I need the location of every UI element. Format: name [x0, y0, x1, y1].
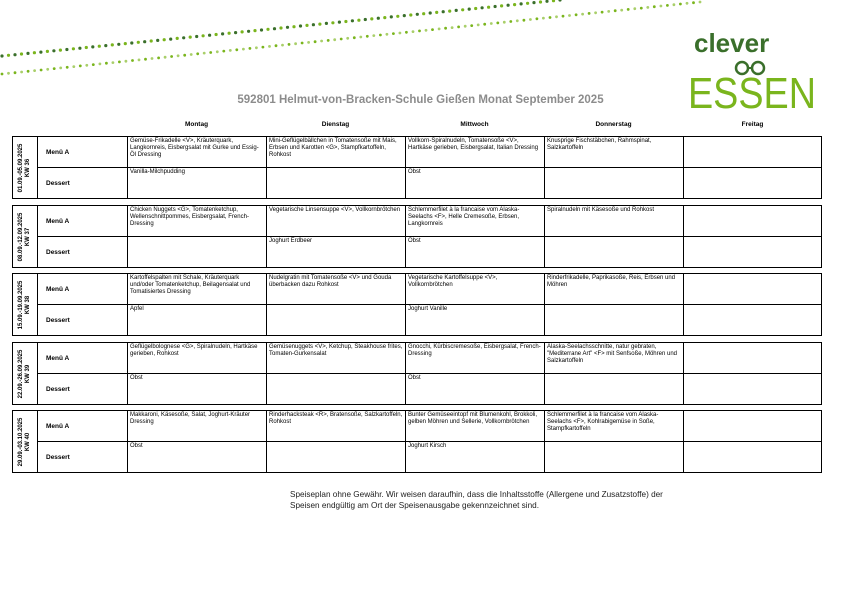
- decorative-dot: [474, 7, 477, 10]
- dessert-cell: [545, 305, 684, 335]
- dessert-cell: [684, 168, 822, 198]
- decorative-dot: [532, 1, 535, 4]
- menu-cell: Makkaroni, Käsesoße, Salat, Joghurt-Kräuter Dressing: [128, 411, 267, 441]
- menu-row: [38, 206, 821, 237]
- decorative-dot: [125, 60, 128, 63]
- dessert-cell: [267, 442, 406, 472]
- decorative-dot: [555, 15, 558, 18]
- menu-cell: Spiralnudeln mit Käsesoße und Rohkost: [545, 206, 684, 236]
- menu-cell: Geflügelbolognese <G>, Spiralnudeln, Hartkäse gerieben, Rohkost: [128, 343, 267, 373]
- day-header-monday: Montag: [184, 121, 209, 128]
- decorative-dot: [346, 37, 349, 40]
- dessert-row-label: Dessert: [38, 442, 128, 472]
- menu-row-label: Menü A: [38, 343, 128, 373]
- decorative-dot: [59, 67, 62, 70]
- decorative-dot: [164, 56, 167, 59]
- decorative-dot: [299, 24, 302, 27]
- decorative-dot: [169, 38, 172, 41]
- dessert-cell: Joghurt Erdbeer: [267, 237, 406, 267]
- week-label-cell: [13, 274, 38, 335]
- decorative-dot: [118, 61, 121, 64]
- dessert-cell: Obst: [406, 237, 545, 267]
- disclaimer-note: Speiseplan ohne Gewähr. Wir weisen daraufhin, dass die Inhaltsstoffe (Allergene und Zusatzstoffe) der Speisen endgültig am Ort der Speisenausgabe gekennzeichnet sind.: [290, 490, 663, 510]
- decorative-dot: [312, 23, 315, 26]
- decorative-dot: [692, 1, 695, 4]
- decorative-dot: [372, 34, 375, 37]
- week-label-cell: [13, 411, 38, 472]
- menu-cell: [684, 206, 822, 236]
- decorative-dot: [27, 70, 30, 73]
- dessert-cell: Joghurt Vanille: [406, 305, 545, 335]
- dessert-cell: Vanilla-Milchpudding: [128, 168, 267, 198]
- logo-text-clever: clever: [694, 28, 770, 58]
- decorative-dot: [138, 59, 141, 62]
- decorative-dot: [0, 54, 3, 57]
- dessert-cell: [684, 305, 822, 335]
- decorative-dot: [247, 30, 250, 33]
- menu-cell: Vegetarische Linsensuppe <V>, Vollkornbrötchen: [267, 206, 406, 236]
- dessert-cell: [545, 168, 684, 198]
- decorative-dot: [699, 1, 702, 4]
- decorative-dot: [203, 52, 206, 55]
- dessert-row-label: Dessert: [38, 305, 128, 335]
- decorative-dot: [545, 0, 548, 3]
- decorative-dot: [392, 32, 395, 35]
- decorative-dot: [99, 63, 102, 66]
- decorative-dot: [318, 23, 321, 26]
- dessert-row-label: Dessert: [38, 237, 128, 267]
- decorative-dot: [79, 65, 82, 68]
- dessert-cell: [128, 237, 267, 267]
- dessert-row: [38, 305, 821, 335]
- decorative-dot: [500, 4, 503, 7]
- decorative-dot: [202, 34, 205, 37]
- menu-cell: Rinderhacksteak <R>, Bratensoße, Salzkartoffeln, Rohkost: [267, 411, 406, 441]
- decorative-dot: [143, 40, 146, 43]
- week-block: [12, 136, 822, 199]
- decorative-dot: [523, 19, 526, 22]
- decorative-dot: [364, 18, 367, 21]
- decorative-dot: [7, 72, 10, 75]
- decorative-dot: [39, 51, 42, 54]
- menu-row: [38, 411, 821, 442]
- decorative-dot: [425, 29, 428, 32]
- dessert-cell: Obst: [128, 374, 267, 404]
- week-block: [12, 273, 822, 336]
- dessert-cell: Obst: [406, 168, 545, 198]
- decorative-dot: [457, 26, 460, 29]
- decorative-dot: [20, 71, 23, 74]
- decorative-dot: [215, 33, 218, 36]
- decorative-dot: [344, 20, 347, 23]
- dessert-cell: [684, 374, 822, 404]
- decorative-dot: [307, 41, 310, 44]
- decorative-dot: [176, 37, 179, 40]
- dessert-cell: [684, 237, 822, 267]
- decorative-dot: [222, 50, 225, 53]
- decorative-dot: [653, 5, 656, 8]
- decorative-dot: [72, 65, 75, 68]
- menu-row: [38, 343, 821, 374]
- menu-cell: Rinderfrikadelle, Paprikasoße, Reis, Erbsen und Möhren: [545, 274, 684, 304]
- decorative-dot: [416, 13, 419, 16]
- decorative-dot: [539, 0, 542, 3]
- decorative-dot: [7, 54, 10, 57]
- week-label-cell: [13, 206, 38, 267]
- decorative-dot: [182, 36, 185, 39]
- decorative-dot: [112, 61, 115, 64]
- decorative-dot: [117, 43, 120, 46]
- decorative-dot: [686, 2, 689, 5]
- day-header-tuesday: Dienstag: [321, 121, 350, 128]
- decorative-dot: [357, 19, 360, 22]
- decorative-dot: [464, 25, 467, 28]
- decorative-dot: [529, 18, 532, 21]
- decorative-dot: [144, 58, 147, 61]
- decorative-dot: [366, 35, 369, 38]
- decorative-dot: [1, 73, 4, 76]
- week-block: [12, 205, 822, 268]
- dessert-cell: Joghurt Kirsch: [406, 442, 545, 472]
- decorative-dot: [46, 50, 49, 53]
- decorative-dot: [509, 20, 512, 23]
- decorative-dot: [422, 12, 425, 15]
- decorative-dot: [588, 12, 591, 15]
- dessert-row-label: Dessert: [38, 374, 128, 404]
- menu-row: [38, 137, 821, 168]
- decorative-dot: [331, 21, 334, 24]
- decorative-dot: [333, 38, 336, 41]
- menu-cell: Nudelgratin mit Tomatensoße <V> und Gouda überbacken dazu Rohkost: [267, 274, 406, 304]
- decorative-dot: [150, 39, 153, 42]
- decorative-dot: [273, 27, 276, 30]
- decorative-dot: [72, 47, 75, 50]
- decorative-dot: [633, 7, 636, 10]
- decorative-dot: [601, 11, 604, 14]
- decorative-dot: [490, 22, 493, 25]
- menu-cell: [684, 274, 822, 304]
- decorative-dot: [396, 15, 399, 18]
- decorative-dot: [435, 11, 438, 14]
- decorative-dot: [575, 13, 578, 16]
- dessert-cell: [545, 442, 684, 472]
- menu-cell: Gemüsenuggets <V>, Ketchup, Steakhouse frites, Tomaten-Gurkensalat: [267, 343, 406, 373]
- menu-cell: Chicken Nuggets <G>, Tomatenketchup, Wellenschnittpommes, Eisbergsalat, French-Dressing: [128, 206, 267, 236]
- dessert-cell: [684, 442, 822, 472]
- decorative-dot: [235, 48, 238, 51]
- logo-text-essen: ESSEN: [688, 69, 816, 118]
- menu-row-label: Menü A: [38, 274, 128, 304]
- decorative-dot: [660, 5, 663, 8]
- decorative-dot: [383, 16, 386, 19]
- dessert-cell: [545, 374, 684, 404]
- menu-row-label: Menü A: [38, 206, 128, 236]
- decorative-dot: [470, 24, 473, 27]
- decorative-dot: [279, 26, 282, 29]
- decorative-dot: [507, 4, 510, 7]
- decorative-dot: [85, 46, 88, 49]
- menu-cell: Alaska-Seelachsschnitte, natur gebraten, "Mediterrane Art" <F> mit Senfsoße, Möhren und Salzkartoffeln: [545, 343, 684, 373]
- decorative-dot: [253, 29, 256, 32]
- decorative-dot: [379, 34, 382, 37]
- decorative-dot: [386, 33, 389, 36]
- decorative-dot: [627, 8, 630, 11]
- week-label: 08.09.-12.09.2025 KW 37: [18, 212, 31, 261]
- decorative-dot: [241, 30, 244, 33]
- decorative-dot: [581, 13, 584, 16]
- decorative-dot: [666, 4, 669, 7]
- menu-cell: Vollkorn-Spiralnudeln, Tomatensoße <V>, Hartkäse gerieben, Eisbergsalat, Italian Dressing: [406, 137, 545, 167]
- week-label: 01.09.-05.09.2025 KW 36: [18, 143, 31, 192]
- decorative-dot: [327, 39, 330, 42]
- dessert-row: [38, 374, 821, 404]
- decorative-dot: [53, 67, 56, 70]
- decorative-dot: [390, 15, 393, 18]
- menu-cell: [684, 343, 822, 373]
- decorative-dot: [33, 69, 36, 72]
- decorative-dot: [305, 24, 308, 27]
- decorative-dot: [552, 0, 555, 2]
- decorative-dot: [78, 47, 81, 50]
- decorative-dot: [370, 17, 373, 20]
- decorative-dot: [221, 32, 224, 35]
- decorative-dot: [438, 28, 441, 31]
- decorative-dot: [455, 9, 458, 12]
- week-label: 15.09.-19.09.2025 KW 38: [18, 280, 31, 329]
- menu-cell: Kartoffelspalten mit Schale, Kräuterquark und/oder Tomatenketchup, Beilagensalat und Tomatisiertes Dressing: [128, 274, 267, 304]
- decorative-dot: [431, 28, 434, 31]
- decorative-dot: [156, 39, 159, 42]
- week-label-cell: [13, 137, 38, 198]
- decorative-dot: [92, 63, 95, 66]
- day-header-wednesday: Mittwoch: [460, 121, 489, 128]
- decorative-dot: [137, 41, 140, 44]
- menu-cell: Gnocchi, Kürbiscremesoße, Eisbergsalat, French-Dressing: [406, 343, 545, 373]
- week-label: 22.09.-26.09.2025 KW 39: [18, 349, 31, 398]
- week-block: [12, 410, 822, 473]
- decorative-dot: [487, 6, 490, 9]
- decorative-dot: [85, 64, 88, 67]
- decorative-dot: [33, 51, 36, 54]
- dessert-cell: [267, 168, 406, 198]
- decorative-dot: [481, 6, 484, 9]
- decorative-dot: [513, 3, 516, 6]
- decorative-dot: [403, 14, 406, 17]
- decorative-dot: [338, 21, 341, 24]
- decorative-dot: [229, 49, 232, 52]
- day-header-thursday: Donnerstag: [595, 121, 632, 128]
- decorative-dot: [131, 59, 134, 62]
- decorative-dot: [409, 13, 412, 16]
- decorative-dot: [483, 23, 486, 26]
- decorative-dot: [275, 44, 278, 47]
- dessert-cell: [545, 237, 684, 267]
- week-label-cell: [13, 343, 38, 404]
- decorative-dot: [260, 28, 263, 31]
- decorative-dot: [163, 38, 166, 41]
- decorative-dot: [412, 30, 415, 33]
- decorative-dot: [91, 45, 94, 48]
- decorative-dot: [66, 66, 69, 69]
- decorative-dot: [320, 40, 323, 43]
- decorative-dot: [418, 30, 421, 33]
- decorative-dot: [526, 2, 529, 5]
- dessert-row: [38, 168, 821, 198]
- decorative-dot: [377, 17, 380, 20]
- decorative-dot: [673, 3, 676, 6]
- decorative-dot: [399, 32, 402, 35]
- decorative-dot: [190, 53, 193, 56]
- decorative-dot: [242, 48, 245, 51]
- dessert-row: [38, 442, 821, 472]
- decorative-dot: [442, 10, 445, 13]
- menu-cell: Gemüse-Frikadelle <V>, Kräuterquark, Langkornreis, Eisbergsalat mit Gurke und Essig-Öl Dressing: [128, 137, 267, 167]
- decorative-dot: [196, 52, 199, 55]
- decorative-dot: [26, 52, 29, 55]
- decorative-dot: [340, 38, 343, 41]
- day-header-friday: Freitag: [741, 121, 764, 128]
- decorative-dot: [104, 44, 107, 47]
- decorative-dot: [542, 17, 545, 20]
- decorative-dot: [351, 19, 354, 22]
- decorative-dot: [429, 11, 432, 14]
- menu-cell: Mini-Geflügelbällchen in Tomatensoße mit Mais, Erbsen und Karotten <G>, Stampfkartoffeln, Rohkost: [267, 137, 406, 167]
- decorative-dot: [20, 52, 23, 55]
- decorative-dot: [594, 11, 597, 14]
- decorative-dot: [353, 36, 356, 39]
- decorative-dot: [228, 32, 231, 35]
- decorative-dot: [255, 46, 258, 49]
- decorative-dot: [266, 28, 269, 31]
- decorative-dot: [286, 26, 289, 29]
- decorative-dot: [444, 27, 447, 30]
- decorative-dot: [52, 49, 55, 52]
- decorative-dot: [536, 17, 539, 20]
- decorative-dot: [216, 50, 219, 53]
- decorative-dot: [98, 45, 101, 48]
- decorative-dot: [268, 45, 271, 48]
- decorative-dot: [124, 42, 127, 45]
- decorative-dot: [195, 35, 198, 38]
- decorative-dot: [46, 68, 49, 71]
- menu-cell: Schlemmerfilet à la francaise vom Alaska-Seelachs <F>, Helle Cremesoße, Erbsen, Langkornreis: [406, 206, 545, 236]
- decorative-dot: [151, 57, 154, 60]
- decorative-dot: [40, 69, 43, 72]
- decorative-dot: [359, 36, 362, 39]
- decorative-dot: [189, 36, 192, 39]
- week-label: 29.09.-03.10.2025 KW 40: [18, 417, 31, 466]
- decorative-dot: [405, 31, 408, 34]
- page-title: 592801 Helmut-von-Bracken-Schule Gießen Monat September 2025: [237, 94, 604, 106]
- decorative-dot: [249, 47, 252, 50]
- decorative-dot: [477, 24, 480, 27]
- decorative-dot: [461, 8, 464, 11]
- decorative-dot: [558, 0, 561, 2]
- dessert-row: [38, 237, 821, 267]
- dessert-cell: Apfel: [128, 305, 267, 335]
- decorative-dot: [177, 54, 180, 57]
- menu-row-label: Menü A: [38, 411, 128, 441]
- menu-cell: [684, 137, 822, 167]
- decorative-dot: [13, 53, 16, 56]
- decorative-dot: [679, 3, 682, 6]
- decorative-dot: [209, 51, 212, 54]
- decorative-dot: [111, 43, 114, 46]
- menu-cell: [684, 411, 822, 441]
- week-block: [12, 342, 822, 405]
- dessert-cell: Obst: [128, 442, 267, 472]
- menu-row: [38, 274, 821, 305]
- decorative-dot: [59, 49, 62, 52]
- decorative-dot: [294, 42, 297, 45]
- decorative-dot: [157, 57, 160, 60]
- decorative-dot: [14, 71, 17, 74]
- decorative-dot: [494, 5, 497, 8]
- decorative-dot: [516, 19, 519, 22]
- decorative-dot: [130, 41, 133, 44]
- decorative-dot: [183, 54, 186, 57]
- decorative-dot: [562, 15, 565, 18]
- dessert-cell: Obst: [406, 374, 545, 404]
- menu-cell: Bunter Gemüseeintopf mit Blumenkohl, Brokkoli, gelben Möhren und Sellerie, Vollkornbrötchen: [406, 411, 545, 441]
- decorative-dot: [170, 55, 173, 58]
- decorative-dot: [549, 16, 552, 19]
- dessert-cell: [267, 374, 406, 404]
- decorative-dot: [451, 26, 454, 29]
- menu-cell: Knusprige Fischstäbchen, Rahmspinat, Salzkartoffeln: [545, 137, 684, 167]
- decorative-dot: [301, 42, 304, 45]
- decorative-dot: [496, 22, 499, 25]
- decorative-dot: [288, 43, 291, 46]
- decorative-dot: [468, 8, 471, 11]
- decorative-dot: [568, 14, 571, 17]
- decorative-dot: [640, 7, 643, 10]
- decorative-dot: [314, 40, 317, 43]
- menu-row-label: Menü A: [38, 137, 128, 167]
- decorative-dot: [614, 9, 617, 12]
- dessert-row-label: Dessert: [38, 168, 128, 198]
- decorative-dot: [105, 62, 108, 65]
- decorative-dot: [234, 31, 237, 34]
- decorative-dot: [325, 22, 328, 25]
- menu-cell: Schlemmerfilet à la francaise vom Alaska-Seelachs <F>, Kohlrabigemüse in Soße, Stampfkartoffeln: [545, 411, 684, 441]
- decorative-dot: [503, 21, 506, 24]
- decorative-dot: [448, 10, 451, 13]
- decorative-dot: [262, 46, 265, 49]
- decorative-dot: [607, 10, 610, 13]
- decorative-dot: [292, 25, 295, 28]
- decorative-dot: [620, 9, 623, 12]
- decorative-dot: [208, 34, 211, 37]
- decorative-dot: [646, 6, 649, 9]
- decorative-dot: [65, 48, 68, 51]
- decorative-dot: [281, 44, 284, 47]
- decorative-dot: [520, 2, 523, 5]
- dessert-cell: [267, 305, 406, 335]
- menu-cell: Vegetarische Kartoffelsuppe <V>, Vollkornbrötchen: [406, 274, 545, 304]
